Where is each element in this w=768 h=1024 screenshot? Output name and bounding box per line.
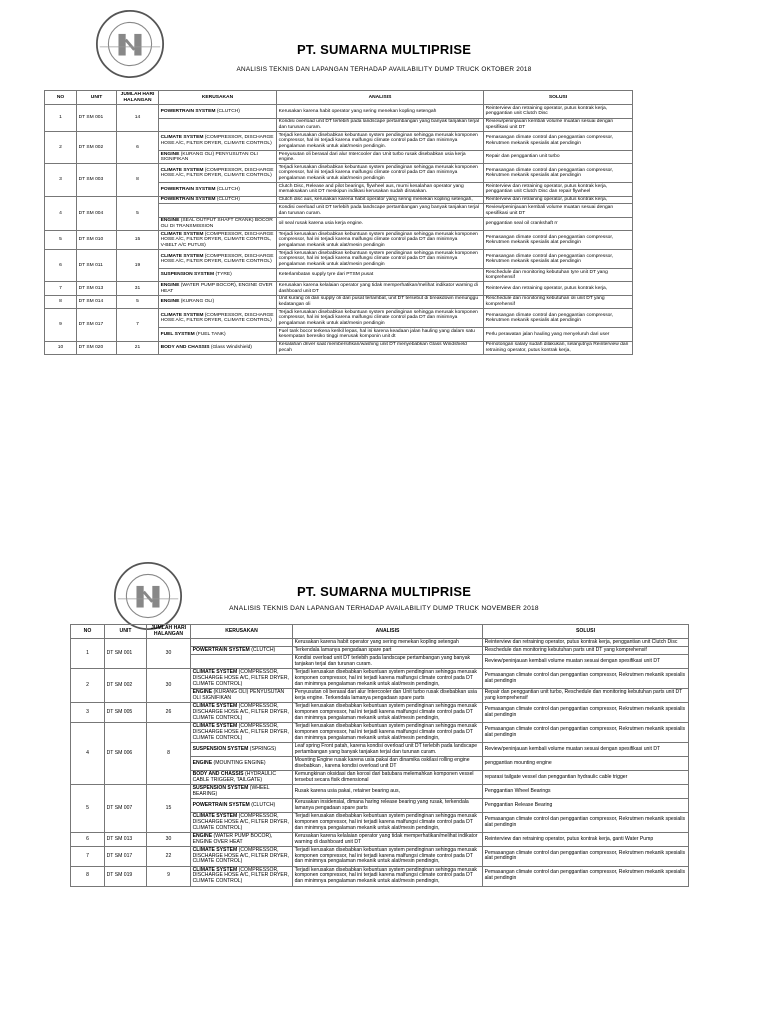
damage-detail: (CLUTCH) [216,108,240,114]
damage-detail: (COMPRESSOR, DISCHARGE HOSE A/C, FILTER DRYER, CLIMATE CONTROL) [192,668,289,687]
analysis-text: Kerusakan karena habit operator yang sering menekan kopling setengah [293,639,483,647]
damage-detail: (WHEEL BEARING) [192,784,270,797]
blocked-days: 31 [117,282,159,295]
damage-system: CLIMATE SYSTEM [160,135,204,141]
column-header: KERUSAKAN [159,91,277,105]
damage-cell [191,639,293,647]
damage-detail: (COMPRESSOR, DISCHARGE HOSE A/C, FILTER DRYER, CLIMATE CONTROL) [192,866,289,885]
damage-system: POWERTRAIN SYSTEM [160,197,216,203]
column-header: JUMLAH HARI HALANGAN [147,625,191,639]
damage-cell [159,196,277,204]
damage-system: CLIMATE SYSTEM [192,722,238,729]
damage-system: POWERTRAIN SYSTEM [160,186,216,192]
damage-cell [191,847,293,867]
damage-detail: (COMPRESSOR, DISCHARGE HOSE A/C, FILTER DRYER, CLIMATE CONTROL) [160,253,274,265]
damage-cell [191,833,293,847]
damage-system: CLIMATE SYSTEM [192,668,238,675]
damage-detail: (TYRE) [215,272,232,278]
damage-cell [159,295,277,308]
solution-text: Pemasangan climate control dan penggantian compressor, Rekrutmen mekanik spesialis alat pendingin [484,131,633,150]
table-row [45,295,633,308]
blocked-days: 5 [117,295,159,308]
damage-detail: (MOUNTING ENGINE) [213,759,266,766]
damage-system: CLIMATE SYSTEM [192,702,238,709]
analysis-text: Clutch disc aus, kerusakan karena habit operator yang sering menekan kopling setengah, [277,196,484,204]
damage-detail: (COMPRESSOR, DISCHARGE HOSE A/C, FILTER DRYER, CLIMATE CONTROL) [192,722,289,741]
analysis-text: Kondisi overload unit DT terlebih pada landscape pertambangan yang banyak tanjakan terjal dan turunan curam. [277,118,484,131]
column-header: KERUSAKAN [191,625,293,639]
solution-text: Review/peninjauan kembali volume muatan sesuai dengan spesifikasi unit DT [484,204,633,217]
damage-detail: (COMPRESSOR, DISCHARGE HOSE A/C, FILTER DRYER, CLIMATE CONTROL, V-BELT A/C PUTUS) [160,231,274,248]
solution-text: Review/peninjauan kembali volume muatan sesuai dengan spesifikasi unit DT [483,743,689,757]
table-row [71,833,689,847]
analysis-text: Terjadi kerusakan disebabkan kebuntuan system pendinginan sehingga merusak komponen compressor, hal ini terjadi karena malfungsi climate control pada DT dan minimnya pengalaman mekanik untuk alat/mesin pendingin, [293,669,483,689]
damage-system: SUSPENSION SYSTEM [160,272,215,278]
solution-text: Reinterview dan retraining operator, putus kontrak kerja, ganti Water Pump [483,833,689,847]
damage-detail: (HYDRAULIC CABLE TRIGGER, TAILGATE) [192,770,277,783]
damage-cell [159,328,277,341]
unit-code: DT SM 004 [77,196,117,231]
damage-system: POWERTRAIN SYSTEM [192,801,250,808]
damage-cell [191,785,293,799]
damage-cell [191,655,293,669]
damage-cell [191,703,293,723]
solution-text: Pemotongan salary sudah dilakukan, selanjutnya Reinterview dan retraining operator, putus kontrak kerja, [484,341,633,354]
damage-detail: (KURANG OLI) PENYUSUTAN OLI SIGNIFIKAN [192,688,285,701]
damage-detail: (CLUTCH) [251,801,276,808]
table-row [71,723,689,743]
blocked-days: 9 [147,866,191,886]
row-number: 6 [45,250,77,282]
solution-text: Pemasangan climate control dan penggantian compressor, Rekrutmen mekanik spesialis alat pendingin [484,164,633,183]
row-number: 1 [71,639,105,669]
damage-cell [159,282,277,295]
unit-code: DT SM 013 [105,833,147,847]
damage-detail: (COMPRESSOR, DISCHARGE HOSE A/C, FILTER DRYER, CLIMATE CONTROL) [160,312,274,324]
unit-code: DT SM 017 [77,309,117,341]
blocked-days: 30 [147,833,191,847]
table-row [45,341,633,354]
solution-text: Pemasangan climate control dan penggantian compressor, Rekrutmen mekanik spesialis alat pendingin [483,813,689,833]
analysis-text: Terjadi kerusakan disebabkan kebuntuan system pendinginan sehingga merusak komponen compressor, hal ini terjadi karena malfungsi climate control pada DT dan minimnya pengalaman mekanik untuk alat/mesin pendingin, [293,866,483,886]
analysis-text: Mounting Engine rusak karena usia pakai dan dinamika oskilasi rolling engine disebabkan , karena kondisi overload unit DT [293,757,483,771]
blocked-days: 19 [117,250,159,282]
damage-detail: (COMPRESSOR, DISCHARGE HOSE A/C, FILTER DRYER, CLIMATE CONTROL) [160,135,274,146]
solution-text: Pemasangan climate control dan penggantian compressor, Rekrutmen mekanik spesialis alat pendingin [484,231,633,250]
solution-text: Reinterview dan retraining operator, putus kontrak kerja, penggantian unit Clutch Disc dan repair flywheel [484,183,633,196]
company-name: PT. SUMARNA MULTIPRISE [296,42,472,57]
column-header: SOLUSI [483,625,689,639]
column-header: NO [71,625,105,639]
damage-cell [191,743,293,757]
damage-detail: (KURANG OLI) [180,299,215,305]
blocked-days: 15 [147,785,191,833]
damage-system: ENGINE [192,832,213,839]
solution-text: Pemasangan climate control dan penggantian compressor, Rekrutmen mekanik spesialis alat pendingin [483,669,689,689]
damage-system: SUSPENSION SYSTEM [192,745,249,752]
table-row [71,639,689,647]
analysis-text: Kondisi overload unit DT terlebih pada landscape pertambangan yang banyak tanjakan terjal dan turunan curam. [277,204,484,217]
table-row [71,703,689,723]
table-row [71,785,689,799]
damage-cell [191,757,293,771]
blocked-days: 14 [117,105,159,132]
damage-cell [191,669,293,689]
table-row [45,196,633,204]
solution-text: Repair dan penggantian unit turbo, Reschedule dan monitoring kebutuhan parts unit DT yang komprehensif [483,689,689,703]
table-row [45,164,633,183]
unit-code: DT SM 013 [77,282,117,295]
damage-system: ENGINE [160,299,180,305]
blocked-days: 8 [147,723,191,785]
solution-text: Review/peninjauan kembali volume muatan sesuai dengan spesifikasi unit DT [483,655,689,669]
row-number: 5 [71,785,105,833]
unit-code: DT SM 019 [105,866,147,886]
damage-cell [159,231,277,250]
analysis-text: Leaf spring Front patah, karena kondisi overload unit DT terlebih pada landscape pertambangan yang banyak tanjakan terjal dan turunan curam. [293,743,483,757]
table-row [71,669,689,689]
blocked-days: 7 [117,309,159,341]
unit-code: DT SM 005 [105,703,147,723]
row-number: 3 [71,703,105,723]
blocked-days: 30 [147,639,191,669]
analysis-table [70,624,689,887]
damage-cell [159,131,277,150]
unit-code: DT SM 001 [105,639,147,669]
damage-detail: (COMPRESSOR, DISCHARGE HOSE A/C, FILTER DRYER, CLIMATE CONTROL) [192,812,289,831]
damage-cell [159,217,277,230]
damage-system: ENGINE [192,688,213,695]
damage-cell [159,250,277,269]
analysis-text: oil seal rusak karena usia kerja engine. [277,217,484,230]
unit-code: DT SM 002 [77,131,117,163]
solution-text: penggantian seal oil crankshaft rr [484,217,633,230]
damage-cell [159,150,277,163]
damage-system: CLIMATE SYSTEM [160,231,204,237]
analysis-text: Kerusakan karena kelalaian operator yang tidak memperhatikan/melihat indikator warning di dashboard unit DT [293,833,483,847]
solution-text: Reinterview dan retraining operator, putus kontrak kerja, [484,282,633,295]
table-row [71,847,689,867]
solution-text: Pemasangan climate control dan penggantian compressor, Rekrutmen mekanik spesialis alat pendingin [483,866,689,886]
damage-cell [191,799,293,813]
damage-detail: (CLUTCH) [216,186,240,192]
analysis-text: Kesalahan driver saat membersihkan/washing unit DT menyebabkan Glass Windshield pecah [277,341,484,354]
table-row [45,105,633,118]
unit-code: DT SM 001 [77,105,117,132]
solution-text: Reschedule dan monitoring kebutuhan parts unit DT yang komprehensif [483,647,689,655]
unit-code: DT SM 007 [105,785,147,833]
table-header-row [71,625,689,639]
solution-text: Pemasangan climate control dan penggantian compressor, Rekrutmen mekanik spesialis alat pendingin [483,723,689,743]
damage-system: CLIMATE SYSTEM [160,253,204,259]
analysis-table [44,90,633,355]
damage-system: POWERTRAIN SYSTEM [160,108,216,114]
damage-cell [159,183,277,196]
damage-detail: (KURANG OLI) PENYUSUTAN OLI SIGNIFIKAN [160,151,258,163]
damage-detail: (SPRINGS) [249,745,277,752]
solution-text: Reinterview dan retraining operator, putus kontrak kerja, [484,196,633,204]
analysis-text: Terjadi kerusakan disebabkan kebuntuan system pendinginan sehingga merusak komponen compressor, hal ini terjadi karena malfungsi climate control pada DT dan minimnya pengalaman mekanik untuk alat/mesin pendingin [277,231,484,250]
analysis-text: Penyusutan oli berasal dari alur Intercooler dan Unit turbo rusak disebabkan usia kerja engine. [277,150,484,163]
blocked-days: 15 [117,231,159,250]
damage-system: CLIMATE SYSTEM [192,812,238,819]
row-number: 2 [71,669,105,703]
report-header [0,548,768,636]
blocked-days: 21 [117,341,159,354]
report-page-october [0,0,768,500]
row-number: 5 [45,231,77,250]
damage-cell [159,118,277,131]
table-row [45,309,633,328]
blocked-days: 30 [147,669,191,703]
unit-code: DT SM 011 [77,250,117,282]
table-row [45,282,633,295]
analysis-text: Terjadi kerusakan disebabkan kebuntuan system pendinginan sehingga merusak komponen compressor, hal ini terjadi karena malfungsi climate control pada DT dan minimnya pengalaman mekanik untuk alat/mesin pendingin [277,250,484,269]
damage-detail: (WATER PUMP BOCOR), ENGINE OVER HEAT [160,283,273,294]
unit-code: DT SM 002 [105,669,147,703]
analysis-text: Fuel tank bocor terkena kerikil lepas, hal ini karena keadaan jalan hauling yang dalam satu kesempatan beresiko tinggi merusak komponin unit dt [277,328,484,341]
damage-cell [159,341,277,354]
damage-detail: (COMPRESSOR, DISCHARGE HOSE A/C, FILTER DRYER, CLIMATE CONTROL) [192,846,289,865]
analysis-text: Clutch Disc, Release and pilot bearings, flywheel aus, murni kesalahan operator yang memaksakan unit DT meskipun indikasi kerusakan sudah dirasakan. [277,183,484,196]
damage-cell [191,723,293,743]
column-header: NO [45,91,77,105]
solution-text: Review/peninjauan kembali volume muatan sesuai dengan spesifikasi unit DT [484,118,633,131]
report-header [0,0,768,88]
row-number: 1 [45,105,77,132]
row-number: 2 [45,131,77,163]
damage-cell [191,813,293,833]
damage-system: ENGINE [160,218,180,224]
analysis-text: Keterlambatan supply tyre dari PTSM pusat [277,269,484,282]
unit-code: DT SM 014 [77,295,117,308]
report-subtitle: ANALISIS TEKNIS DAN LAPANGAN TERHADAP AVAILABILITY DUMP TRUCK NOVEMBER 2018 [229,605,539,612]
row-number: 9 [45,309,77,341]
solution-text: Penggantian Wheel Bearings [483,785,689,799]
damage-detail: (CLUTCH) [216,197,240,203]
table-row [71,866,689,886]
solution-text: Repair dan penggantian unit turbo [484,150,633,163]
analysis-text: Terjadi kerusakan disebabkan kebuntuan system pendinginan sehingga merusak komponen compressor, hal ini terjadi karena malfungsi climate control pada DT dan minimnya pengalaman mekanik untuk alat/mesin pendingin, [293,847,483,867]
company-name: PT. SUMARNA MULTIPRISE [296,584,472,599]
solution-text: penggantian mounting engine [483,757,689,771]
blocked-days: 5 [117,196,159,231]
column-header: JUMLAH HARI HALANGAN [117,91,159,105]
column-header: ANALISIS [277,91,484,105]
table-row [45,131,633,150]
analysis-text: Penyusutan oli berasal dari alur Intercooler dan Unit turbo rusak disebabkan usia kerja engine. Terkendala lamanya pengadaan spare parts [293,689,483,703]
analysis-text: Kerusakan insidensial, dimana haring release bearing yang rusak, terkendala lamanya pengadaan spare parts [293,799,483,813]
damage-cell [191,771,293,785]
damage-system: CLIMATE SYSTEM [160,167,204,173]
table-row [45,250,633,269]
damage-detail: (Glass Windshield) [210,344,252,350]
analysis-text: Terjadi kerusakan disebabkan kebuntuan system pendinginan sehingga merusak komponen compressor, hal ini terjadi karena malfungsi climate control pada DT dan minimnya pengalaman mekanik untuk alat/mesin pendingin [277,164,484,183]
damage-detail: (FUEL TANK) [196,331,226,337]
analysis-text: Rusak karena usia pakai, retainer bearing aus, [293,785,483,799]
damage-detail: (WATER PUMP BOCOR), ENGINE OVER HEAT [192,832,273,845]
row-number: 4 [71,723,105,785]
column-header: SOLUSI [484,91,633,105]
damage-system: CLIMATE SYSTEM [160,312,204,318]
analysis-text: Terjadi kerusakan disebabkan kebuntuan system pendinginan sehingga merusak komponen compressor, hal ini terjadi karena malfungsi climate control pada DT dan minimnya pengalaman mekanik untuk alat/mesin pendingin. [277,131,484,150]
solution-text: Reschedule dan monitoring kebutuhan tyre unit DT yang komprehensif [484,269,633,282]
analysis-text: Terjadi kerusakan disebabkan kebuntuan system pendinginan sehingga merusak komponen compressor, hal ini terjadi karena malfungsi climate control pada DT dan minimnya pengalaman mekanik untuk alat/mesin pendingin, [293,723,483,743]
damage-cell [159,105,277,118]
damage-detail: (SEAL OUTPUT SHAFT CRANK) BOCOR OLI DI TRANSMISSION [160,218,273,229]
analysis-text: Kondisi overload unit DT terlebih pada landscape pertambangan yang banyak tanjakan terjal dan turunan curam. [293,655,483,669]
solution-text: Pemasangan climate control dan penggantian compressor, Rekrutmen mekanik spesialis alat pendingin [483,703,689,723]
analysis-text: Kerusakan karena kelalaian operator yang tidak memperhatikan/melihat indikator warning di dashboard unit DT [277,282,484,295]
damage-cell [159,269,277,282]
blocked-days: 8 [117,164,159,196]
column-header: UNIT [77,91,117,105]
damage-system: ENGINE [192,759,213,766]
damage-cell [159,309,277,328]
row-number: 10 [45,341,77,354]
blocked-days: 6 [117,131,159,163]
damage-cell [191,647,293,655]
damage-system: FUEL SYSTEM [160,331,195,337]
row-number: 8 [45,295,77,308]
page-clip [0,548,768,1024]
damage-detail: (COMPRESSOR, DISCHARGE HOSE A/C, FILTER DRYER, CLIMATE CONTROL) [192,702,289,721]
damage-system: CLIMATE SYSTEM [192,866,238,873]
analysis-text: Kemungkinan oksidasi dan korosi dari batubara melemahkan komponen vessel tersebut secara fisik dimensional [293,771,483,785]
report-subtitle: ANALISIS TEKNIS DAN LAPANGAN TERHADAP AVAILABILITY DUMP TRUCK OKTOBER 2018 [236,66,532,73]
table-row [45,231,633,250]
unit-code: DT SM 020 [77,341,117,354]
solution-text: reparasi tailgate vessel dan penggantian hydraulic cable trigger [483,771,689,785]
solution-text: Reinterview dan retraining operator, putus kontrak kerja, penggantian unit Clutch Disc [484,105,633,118]
row-number: 8 [71,866,105,886]
unit-code: DT SM 003 [77,164,117,196]
row-number: 4 [45,196,77,231]
unit-code: DT SM 010 [77,231,117,250]
solution-text: Reinterview dan retraining operator, putus kontrak kerja, penggantian unit Clutch Disc [483,639,689,647]
blocked-days: 26 [147,703,191,723]
unit-code: DT SM 006 [105,723,147,785]
damage-system: ENGINE [160,283,180,289]
damage-system: BODY AND CHASSIS [160,344,210,350]
solution-text: Penggantian Release Bearing [483,799,689,813]
analysis-text: Terjadi kerusakan disebabkan kebuntuan system pendinginan sehingga merusak komponen compressor, hal ini terjadi karena malfungsi climate control pada DT dan minimnya pengalaman mekanik untuk alat/mesin pendingin, [293,813,483,833]
blocked-days: 22 [147,847,191,867]
damage-system: CLIMATE SYSTEM [192,846,238,853]
solution-text: Pemasangan climate control dan penggantian compressor, Rekrutmen mekanik spesialis alat pendingin [484,309,633,328]
table-header-row [45,91,633,105]
row-number: 3 [45,164,77,196]
damage-system: SUSPENSION SYSTEM [192,784,249,791]
report-page-november [0,548,768,1024]
analysis-text: Unit kurang oli dan supply oli dari pusat terlambat, unit DT tersebut di breakdown menunggu kedatangan oli [277,295,484,308]
solution-text: Pemasangan climate control dan penggantian compressor, Rekrutmen mekanik spesialis alat pendingin [484,250,633,269]
analysis-text: Kerusakan karena habit operator yang sering menekan kopling setengah [277,105,484,118]
column-header: ANALISIS [293,625,483,639]
damage-system: BODY AND CHASSIS [192,770,244,777]
damage-system: POWERTRAIN SYSTEM [192,646,250,653]
damage-detail: (COMPRESSOR, DISCHARGE HOSE A/C, FILTER DRYER, CLIMATE CONTROL) [160,167,274,179]
damage-cell [159,204,277,217]
solution-text: Pemasangan climate control dan penggantian compressor, Rekrutmen mekanik spesialis alat pendingin [483,847,689,867]
damage-cell [191,866,293,886]
damage-cell [191,689,293,703]
unit-code: DT SM 017 [105,847,147,867]
damage-system: ENGINE [160,151,180,157]
damage-cell [159,164,277,183]
row-number: 7 [71,847,105,867]
analysis-text: Terkendala lamanya pengadaan spare part [293,647,483,655]
analysis-text: Terjadi kerusakan disebabkan kebuntuan system pendinginan sehingga merusak komponen compressor, hal ini terjadi karena malfungsi climate control pada DT dan minimnya pengalaman mekanik untuk alat/mesin pendingin [277,309,484,328]
column-header: UNIT [105,625,147,639]
solution-text: Perlu perawatan jalan hauling yang menyeluruh dari user [484,328,633,341]
damage-detail: (CLUTCH) [251,646,276,653]
row-number: 6 [71,833,105,847]
row-number: 7 [45,282,77,295]
analysis-text: Terjadi kerusakan disebabkan kebuntuan system pendinginan sehingga merusak komponen compressor, hal ini terjadi karena malfungsi climate control pada DT dan minimnya pengalaman mekanik untuk alat/mesin pendingin, [293,703,483,723]
solution-text: Reschedule dan monitoring kebutuhan oli unit DT yang komprehensif [484,295,633,308]
